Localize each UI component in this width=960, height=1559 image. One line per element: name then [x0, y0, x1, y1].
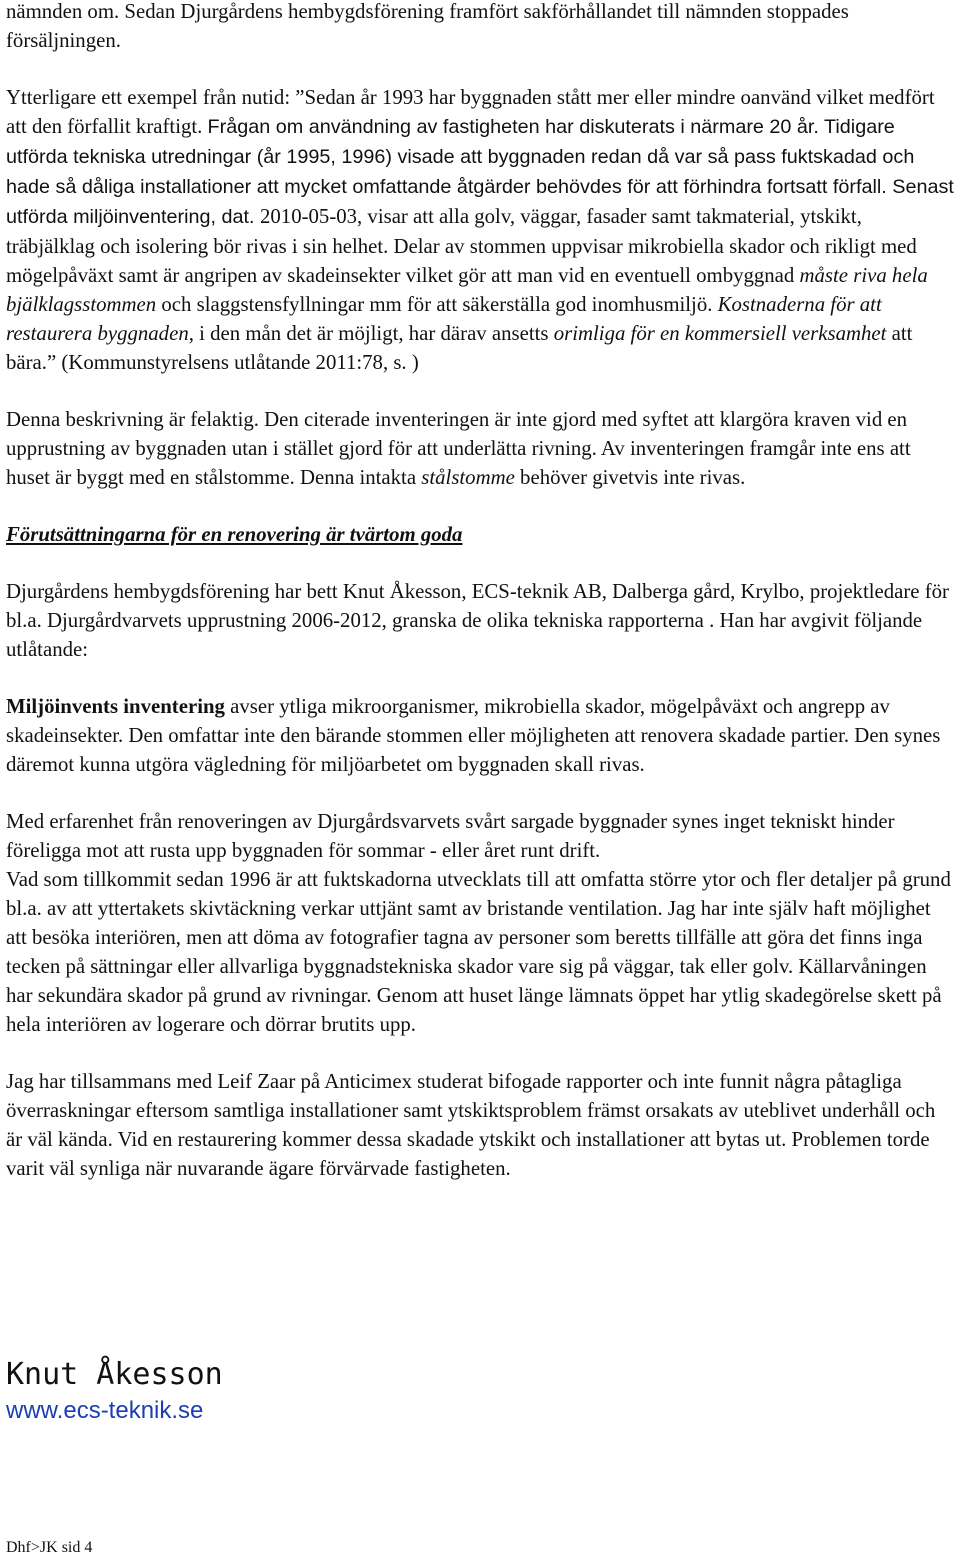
paragraph-7-text: Jag har tillsammans med Leif Zaar på Anticimex studerat bifogade rapporter och inte funnit några påtagliga överraskningar eftersom samtliga installationer samt ytskiktsproblem främst orsakats av uteblivet underhåll och är väl kända. Vid en restaurering kommer dessa skadade ytskikt och installationer att bytas ut. Problemen torde varit väl synliga när nuvarande ägare förvärvade fastigheten.	[6, 1070, 936, 1180]
paragraph-2-text-b: Frågan om användning av fastigheten har diskuterats i närmare 20 år. Tidigare utförda tekniska utredningar (år 1995, 1996) visade att byggnaden redan då var så pass fuktskadad och hade så dåliga installationer att mycket omfattande åtgärder behövdes för att förhindra fortsatt förfall. Senast utförda miljöinventering, dat.	[6, 116, 954, 228]
paragraph-1-text: nämnden om. Sedan Djurgårdens hembygdsförening framfört sakförhållandet till nämnden stoppades försäljningen.	[6, 0, 849, 52]
paragraph-3-italic-b: stålstomme	[421, 466, 515, 489]
paragraph-2-italic-f: Kostnaderna för att restaurera byggnaden	[6, 293, 882, 345]
paragraph-7	[6, 1067, 954, 1183]
paragraph-2-text-c: 2010-05-03, visar att alla golv, väggar, fasader samt takmaterial, ytskikt, träbjälklag och isolering bör rivas i sin helhet. Delar av stommen uppvisar mikrobiella skador och rikligt med mögelpåväxt samt är angripen av skadeinsekter vilket gör att man vid en eventuell ombyggnad	[6, 205, 917, 287]
paragraph-5-text: avser ytliga mikroorganismer, mikrobiella skador, mögelpåväxt och angrepp av skadeinsekter. Den omfattar inte den bärande stommen eller möjligheten att renovera skadade partier. Den synes däremot kunna utgöra vägledning för miljöarbetet om byggnaden skall rivas.	[6, 695, 941, 776]
paragraph-2-text-g: , i den mån det är möjligt, har därav ansetts	[188, 322, 554, 345]
signature-name: Knut Åkesson	[6, 1357, 223, 1392]
document-page	[6, 0, 954, 1183]
paragraph-1	[6, 0, 954, 55]
paragraph-5-bold: Miljöinvents inventering	[6, 695, 225, 718]
paragraph-2-italic-d: måste riva hela bjälklagsstommen	[6, 264, 928, 316]
website-link[interactable]: www.ecs-teknik.se	[6, 1397, 204, 1424]
paragraph-5	[6, 692, 954, 779]
paragraph-3-text-a: Denna beskrivning är felaktig. Den citerade inventeringen är inte gjord med syftet att klargöra kraven vid en upprustning av byggnaden utan i stället gjord för att underlätta rivning. Av inventeringen framgår inte ens att huset är byggt med en stålstomme. Denna intakta	[6, 408, 911, 489]
paragraph-3-text-c: behöver givetvis inte rivas.	[514, 466, 746, 489]
paragraph-6-text-a: Med erfarenhet från renoveringen av Djurgårdsvarvets svårt sargade byggnader synes inget tekniskt hinder föreligga mot att rusta upp byggnaden för sommar - eller året runt drift.	[6, 810, 895, 862]
paragraph-4	[6, 577, 954, 664]
paragraph-2-text-a: Ytterligare ett exempel från nutid: ”Sedan år 1993 har byggnaden stått mer eller mindre oanvänd vilket medfört att den förfallit kraftigt.	[6, 86, 935, 138]
paragraph-3	[6, 405, 954, 492]
paragraph-6	[6, 807, 954, 1039]
paragraph-2-text-e: och slaggstensfyllningar mm för att säkerställa god inomhusmiljö.	[156, 293, 718, 316]
paragraph-2-quote	[6, 83, 954, 377]
paragraph-4-text: Djurgårdens hembygdsförening har bett Knut Åkesson, ECS-teknik AB, Dalberga gård, Krylbo, projektledare för bl.a. Djurgårdvarvets upprustning 2006-2012, granska de olika tekniska rapporterna . Han har avgivit följande utlåtande:	[6, 580, 949, 661]
section-heading: Förutsättningarna för en renovering är tvärtom goda	[6, 523, 463, 546]
paragraph-6-text-b: Vad som tillkommit sedan 1996 är att fuktskadorna utvecklats till att omfatta större ytor och fler detaljer på grund bl.a. av att yttertakets skivtäckning verkar uttjänt samt av bristande ventilation. Jag har inte själv haft möjlighet att besöka interiören, men att döma av fotografier tagna av personer som beretts tillfälle att göra det finns inga tecken på sättningar eller allvarliga byggnadstekniska skador vare sig på väggar, tak eller golv. Källarvåningen har sekundära skador på grund av rivningar. Genom att huset länge lämnats öppet har ytlig skadegörelse skett på hela interiören av logerare och dörrar brutits upp.	[6, 868, 951, 1036]
page-footer: Dhf>JK sid 4	[6, 1539, 93, 1556]
paragraph-2-italic-h: orimliga för en kommersiell verksamhet	[553, 322, 887, 345]
paragraph-2-text-i: att bära.” (Kommunstyrelsens utlåtande 2011:78, s. )	[6, 322, 913, 374]
